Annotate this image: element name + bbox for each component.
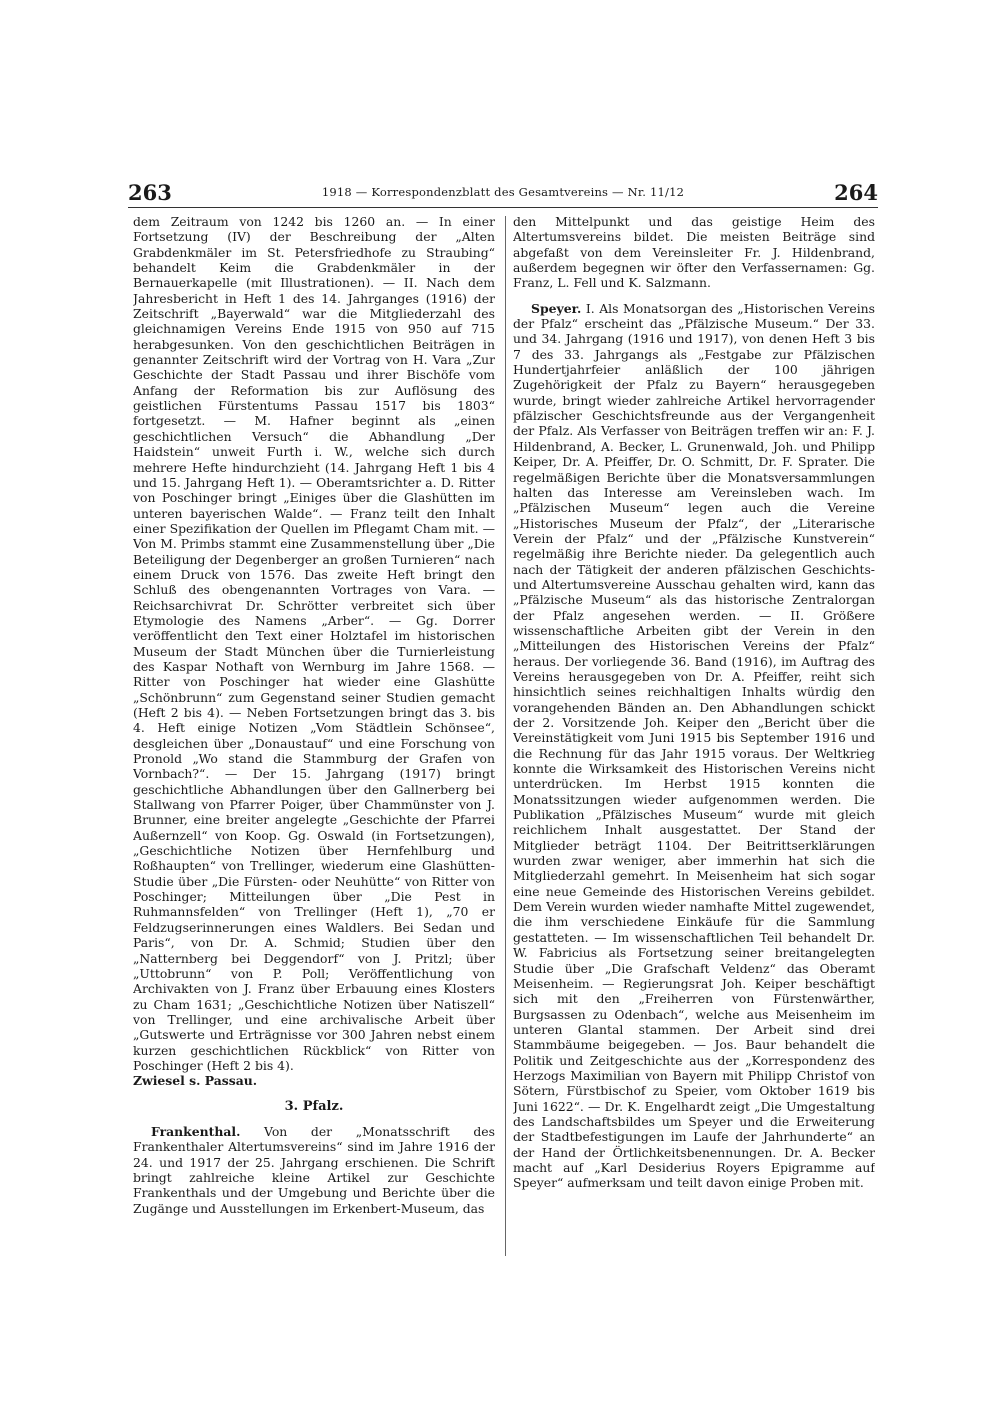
column-divider xyxy=(505,216,506,1256)
frankenthal-text: Von der „Monatsschrift des Frankenthaler Altertumsvereins“ sind im Jahre 1916 der 24. und 1917 der 25. Jahrgang erschienen. Die Schrift bringt zahlreiche kleine Artikel zur Geschichte Frankenthals und der Umgebung und Berichte über die Zugänge und Ausstellungen im Erkenbert-Museum, das xyxy=(133,1123,495,1216)
right-column xyxy=(513,214,875,1254)
right-paragraph-1: den Mittelpunkt und das geistige Heim des Altertumsvereins bildet. Die meisten Beiträge sind abgefaßt von dem Vereinsleiter Fr. J. Hildenbrand, außerdem begegnen wir öfter den Verfassernamen: Gg. Franz, L. Fell und K. Salzmann. xyxy=(513,214,875,291)
header-rule xyxy=(128,207,878,208)
speyer-paragraph xyxy=(513,301,875,1191)
frankenthal-place: Frankenthal. xyxy=(151,1123,241,1139)
frankenthal-paragraph xyxy=(133,1124,495,1216)
speyer-text: I. Als Monatsorgan des „Historischen Vereins der Pfalz“ erscheint das „Pfälzische Museum.“ Der 33. und 34. Jahrgang (1916 und 1917), von denen Heft 3 bis 7 des 33. Jahrgangs als „Festgabe zur Pfälzischen Hundertjahrfeier anläßlich der 100 jährigen Zugehörigkeit der Pfalz zu Bayern“ herausgegeben wurde, bringt wieder zahlreiche Artikel hervorragender pfälzischer Geschichtsfreunde aus der Vergangenheit der Pfalz. Als Verfasser von Beiträgen treffen wir an: F. J. Hildenbrand, A. Becker, L. Grunenwald, Joh. und Philipp Keiper, Dr. A. Pfeiffer, Dr. O. Schmitt, Dr. F. Sprater. Die regelmäßigen Berichte über die Monatsversammlungen halten das Interesse am Vereinsleben wach. Im „Pfälzischen Museum“ legen auch die Vereine „Historisches Museum der Pfalz“, der „Literarische Verein der Pfalz“ und der „Pfälzische Kunstverein“ regelmäßig ihre Berichte nieder. Da gelegentlich auch nach der Tätigkeit der anderen pfälzischen Geschichts- und Altertumsvereine Ausschau gehalten wird, kann das „Pfälzische Museum“ als das historische Zentralorgan der Pfalz angesehen werden. — II. Größere wissenschaftliche Arbeiten gibt der Verein in den „Mitteilungen des Historischen Vereins der Pfalz“ heraus. Der vorliegende 36. Band (1916), im Auftrag des Vereins herausgegeben von Dr. A. Pfeiffer, reiht sich hinsichtlich seines reichhaltigen Inhalts würdig den vorangehenden Bänden an. Den Abhandlungen schickt der 2. Vorsitzende Joh. Keiper den „Bericht über die Vereinstätigkeit vom Juni 1915 bis September 1916 und die Rechnung für das Jahr 1915 voraus. Der Weltkrieg konnte die Wirksamkeit des Historischen Vereins nicht unterdrücken. Im Herbst 1915 konnten die Monatssitzungen wieder aufgenommen werden. Die Publikation „Pfälzisches Museum“ wurde mit gleich reichlichem Inhalt ausgestattet. Der Stand der Mitglieder beträgt 1104. Der Beitrittserklärungen wurden zwar weniger, aber immerhin hat sich die Mitgliederzahl gemehrt. In Meisenheim hat sich sogar eine neue Gemeinde des Historischen Vereins gebildet. Dem Verein wurden wieder namhafte Mittel zugewendet, die ihm verschiedene Einkäufe für die Sammlung gestatteten. — Im wissenschaftlichen Teil behandelt Dr. W. Fabricius als Fortsetzung seiner breitangelegten Studie über „Die Grafschaft Veldenz“ das Oberamt Meisenheim. — Regierungsrat Joh. Keiper beschäftigt sich mit den „Freiherren von Fürstenwärther, Burgsassen zu Odenbach“, welche aus Meisenheim im unteren Glantal stammen. Der Arbeit sind drei Stammbäume beigegeben. — Jos. Baur behandelt die Politik und Zeitgeschichte aus der „Korrespondenz des Herzogs Maximilian von Bayern mit Philipp Christof von Sötern, Fürstbischof zu Speier, vom Oktober 1619 bis Juni 1622“. — Dr. K. Engelhardt zeigt „Die Umgestaltung des Landschaftsbildes um Speyer und die Erweiterung der Stadtbefestigungen im Laufe der Jahrhunderte“ an der Hand der Örtlichkeitsbenennungen. Dr. A. Becker macht auf „Karl Desiderius Royers Epigramme auf Speyer“ aufmerksam und teilt davon einige Proben mit. xyxy=(513,300,875,1191)
left-column xyxy=(133,214,495,1254)
page-number-left: 263 xyxy=(128,180,172,205)
speyer-place: Speyer. xyxy=(531,300,582,316)
running-title: 1918 — Korrespondenzblatt des Gesamtvereins — Nr. 11/12 xyxy=(321,185,685,199)
section-heading: 3. Pfalz. xyxy=(284,1098,344,1114)
left-paragraph-1: dem Zeitraum von 1242 bis 1260 an. — In einer Fortsetzung (IV) der Beschreibung der „Alten Grabdenkmäler im St. Petersfriedhofe zu Straubing“ behandelt Keim die Grabdenkmäler in der Bernauerkapelle (mit Illustrationen). — II. Nach dem Jahresbericht in Heft 1 des 14. Jahrganges (1916) der Zeitschrift „Bayerwald“ war die Mitgliederzahl des gleichnamigen Vereins Ende 1915 von 950 auf 715 herabgesunken. Von den geschichtlichen Beiträgen in genannter Zeitschrift wird der Vortrag von H. Vara „Zur Geschichte der Stadt Passau und ihrer Bischöfe vom Anfang der Reformation bis zur Auflösung des geistlichen Fürstentums Passau 1517 bis 1803“ fortgesetzt. — M. Hafner beginnt als „einen geschichtlichen Versuch“ die Abhandlung „Der Haidstein“ unweit Furth i. W., welche sich durch mehrere Hefte hindurchzieht (14. Jahrgang Heft 1 bis 4 und 15. Jahrgang Heft 1). — Oberamtsrichter a. D. Ritter von Poschinger bringt „Einiges über die Glashütten im unteren bayerischen Walde“. — Franz teilt den Inhalt einer Spezifikation der Quellen im Pflegamt Cham mit. — Von M. Primbs stammt eine Zusammenstellung über „Die Beteiligung der Degenberger an großen Turnieren“ nach einem Druck von 1576. Das zweite Heft bringt den Schluß des obengenannten Vortrages von Vara. — Reichsarchivrat Dr. Schrötter verbreitet sich über Etymologie des Namens „Arber“. — Gg. Dorrer veröffentlicht den Text einer Holztafel im historischen Museum der Stadt München über die Turnierleistung des Kaspar Nothaft von Wernburg im Jahre 1568. — Ritter von Poschinger hat wieder eine Glashütte „Schönbrunn“ zum Gegenstand seiner Studien gemacht (Heft 2 bis 4). — Neben Fortsetzungen bringt das 3. bis 4. Heft einige Notizen „Vom Städtlein Schönsee“, desgleichen über „Donaustauf“ und eine Forschung von Pronold „Wo stand die Stammburg der Grafen von Vornbach?“. — Der 15. Jahrgang (1917) bringt geschichtliche Abhandlungen über den Gallnerberg bei Stallwang von Pfarrer Poiger, über Chammünster von J. Brunner, eine breiter angelegte „Geschichte der Pfarrei Außernzell“ von Koop. Gg. Oswald (in Fortsetzungen), „Geschichtliche Notizen über Hernfehlburg und Roßhaupten“ von Trellinger, wiederum eine Glashütten-Studie über „Die Fürsten- oder Neuhütte“ von Ritter von Poschinger; Mitteilungen über „Die Pest in Ruhmannsfelden“ von Trellinger (Heft 1), „70 er Feldzugserinnerungen eines Waldlers. Bei Sedan und Paris“, von Dr. A. Schmid; Studien über den „Natternberg bei Deggendorf“ von J. Pritzl; über „Uttobrunn“ von P. Poll; Veröffentlichung von Archivakten von J. Franz über Erbauung eines Klosters zu Cham 1631; „Geschichtliche Notizen über Natiszell“ von Trellinger, und eine archivalische Arbeit über „Gutswerte und Erträgnisse vor 300 Jahren nebst einem kurzen geschichtlichen Rückblick“ von Ritter von Poschinger (Heft 2 bis 4). xyxy=(133,214,495,1073)
page-header xyxy=(128,180,878,210)
page-number-right: 264 xyxy=(834,180,878,205)
zwiesel-reference: Zwiesel s. Passau. xyxy=(133,1073,258,1089)
